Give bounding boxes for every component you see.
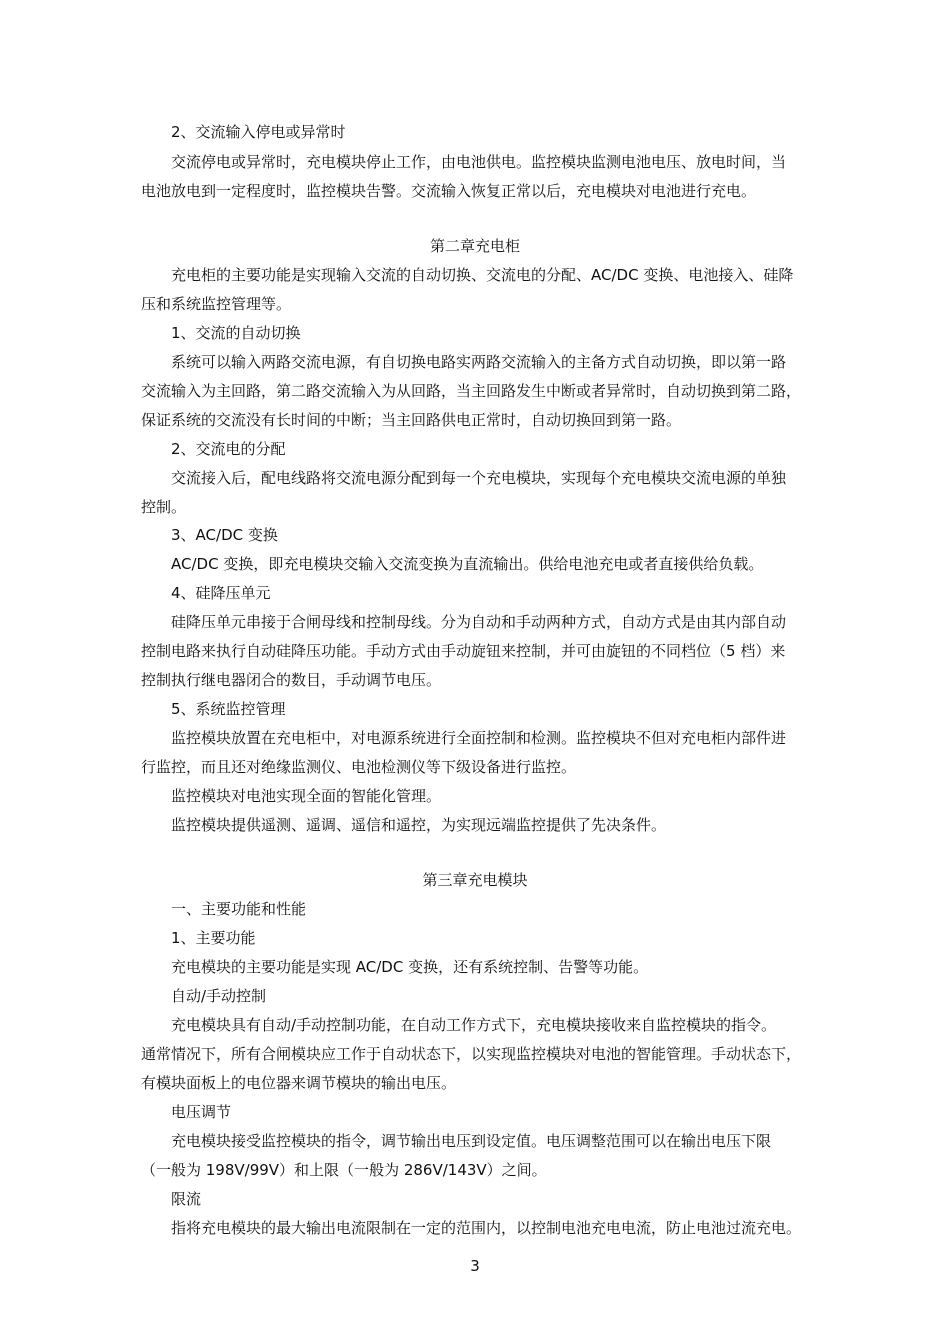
paragraph-line: 控制电路来执行自动硅降压功能。手动方式由手动旋钮来控制，并可由旋钮的不同档位（5 档）来 bbox=[141, 642, 786, 660]
chapter-heading: 第三章充电模块 bbox=[422, 871, 528, 889]
list-heading: 2、交流输入停电或异常时 bbox=[171, 123, 346, 141]
subheading: 电压调节 bbox=[171, 1103, 232, 1121]
section-heading: 一、主要功能和性能 bbox=[171, 900, 307, 918]
chapter-heading: 第二章充电柜 bbox=[429, 237, 520, 255]
paragraph-line: 指将充电模块的最大输出电流限制在一定的范围内，以控制电池充电电流，防止电池过流充电。 bbox=[171, 1219, 802, 1237]
list-heading: 2、交流电的分配 bbox=[171, 440, 286, 458]
list-heading: 5、系统监控管理 bbox=[171, 700, 286, 718]
list-heading: 4、硅降压单元 bbox=[171, 584, 271, 602]
list-heading: 1、主要功能 bbox=[171, 929, 256, 947]
paragraph-line: 通常情况下，所有合闸模块应工作于自动状态下，以实现监控模块对电池的智能管理。手动状态下， bbox=[141, 1045, 802, 1063]
paragraph-line: 交流停电或异常时，充电模块停止工作，由电池供电。监控模块监测电池电压、放电时间，当 bbox=[171, 153, 787, 171]
paragraph-line: 系统可以输入两路交流电源，有自切换电路实两路交流输入的主备方式自动切换，即以第一路 bbox=[171, 353, 787, 371]
subheading: 自动/手动控制 bbox=[171, 987, 267, 1005]
paragraph-line: 充电柜的主要功能是实现输入交流的自动切换、交流电的分配、AC/DC 变换、电池接入、硅降 bbox=[171, 266, 794, 284]
paragraph-line: 监控模块提供遥测、遥调、遥信和遥控，为实现远端监控提供了先决条件。 bbox=[171, 816, 667, 834]
paragraph-line: 监控模块对电池实现全面的智能化管理。 bbox=[171, 787, 442, 805]
paragraph-line: 充电模块接受监控模块的指令，调节输出电压到设定值。电压调整范围可以在输出电压下限 bbox=[171, 1132, 772, 1150]
paragraph-line: 控制。 bbox=[141, 498, 187, 516]
paragraph-line: 硅降压单元串接于合闸母线和控制母线。分为自动和手动两种方式，自动方式是由其内部自动 bbox=[171, 613, 787, 631]
paragraph-line: （一般为 198V/99V）和上限（一般为 286V/143V）之间。 bbox=[141, 1161, 547, 1179]
paragraph-line: 交流接入后，配电线路将交流电源分配到每一个充电模块，实现每个充电模块交流电源的单独 bbox=[171, 469, 787, 487]
list-heading: 3、AC/DC 变换 bbox=[171, 526, 278, 544]
paragraph-line: 有模块面板上的电位器来调节模块的输出电压。 bbox=[141, 1074, 457, 1092]
paragraph-line: 监控模块放置在充电柜中，对电源系统进行全面控制和检测。监控模块不但对充电柜内部件进 bbox=[171, 729, 787, 747]
paragraph-line: AC/DC 变换，即充电模块交输入交流变换为直流输出。供给电池充电或者直接供给负载。 bbox=[171, 555, 764, 573]
paragraph-line: 控制执行继电器闭合的数目，手动调节电压。 bbox=[141, 671, 442, 689]
list-heading: 1、交流的自动切换 bbox=[171, 324, 301, 342]
paragraph-line: 行监控，而且还对绝缘监测仪、电池检测仪等下级设备进行监控。 bbox=[141, 758, 577, 776]
paragraph-line: 保证系统的交流没有长时间的中断；当主回路供电正常时，自动切换回到第一路。 bbox=[141, 411, 682, 429]
paragraph-line: 压和系统监控管理等。 bbox=[141, 295, 292, 313]
paragraph-line: 充电模块的主要功能是实现 AC/DC 变换，还有系统控制、告警等功能。 bbox=[171, 958, 649, 976]
page-number: 3 bbox=[470, 1257, 480, 1275]
paragraph-line: 电池放电到一定程度时，监控模块告警。交流输入恢复正常以后，充电模块对电池进行充电。 bbox=[141, 182, 757, 200]
subheading: 限流 bbox=[171, 1190, 202, 1208]
paragraph-line: 充电模块具有自动/手动控制功能，在自动工作方式下，充电模块接收来自监控模块的指令。 bbox=[171, 1016, 777, 1034]
paragraph-line: 交流输入为主回路，第二路交流输入为从回路，当主回路发生中断或者异常时，自动切换到第二路， bbox=[141, 382, 802, 400]
